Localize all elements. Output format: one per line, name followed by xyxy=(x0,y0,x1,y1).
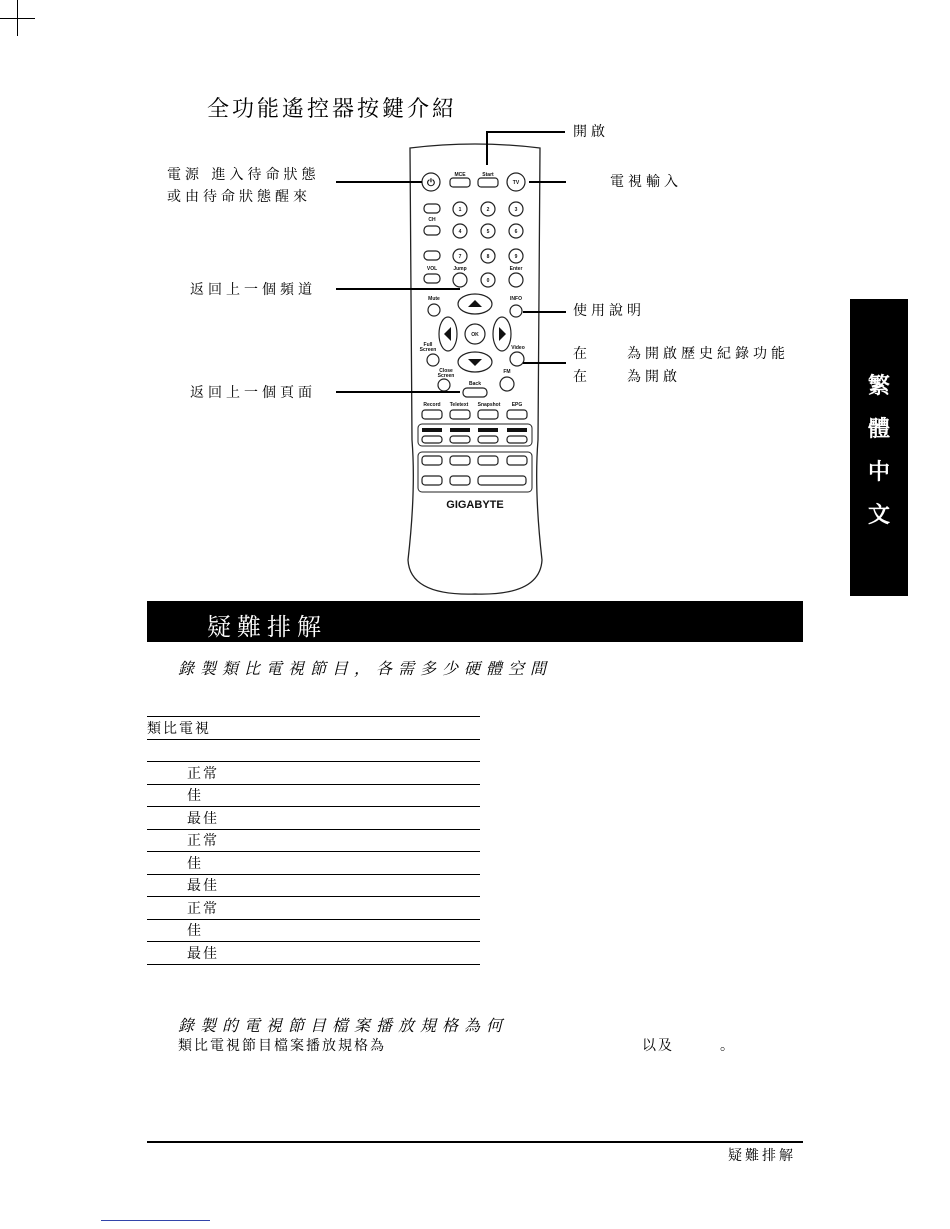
callout-power-1: 電源 進入待命狀態 xyxy=(167,167,320,183)
table-row: 最佳 xyxy=(147,807,480,830)
svg-text:0: 0 xyxy=(486,278,490,284)
banner-title: 疑難排解 xyxy=(207,613,327,641)
callout-start: 開啟 xyxy=(573,124,609,140)
svg-text:4: 4 xyxy=(458,229,462,235)
footer-label: 疑難排解 xyxy=(728,1148,796,1164)
table-row: 最佳 xyxy=(147,874,480,897)
svg-text:1: 1 xyxy=(458,207,462,213)
svg-text:2: 2 xyxy=(486,207,490,213)
svg-text:Teletext: Teletext xyxy=(449,402,469,408)
callout-jump: 返回上一個頻道 xyxy=(190,282,316,298)
section-title: 全功能遙控器按鍵介紹 xyxy=(207,97,458,122)
svg-text:OK: OK xyxy=(471,332,479,338)
answer-end: 。 xyxy=(720,1038,734,1054)
svg-text:Back: Back xyxy=(469,381,481,387)
question-2: 錄製的電視節目檔案播放規格為何 xyxy=(178,1016,509,1035)
svg-text:FM: FM xyxy=(503,369,511,375)
table-row: 正常 xyxy=(147,897,480,920)
table-row: 佳 xyxy=(147,919,480,942)
callout-video-2: 在 為開啟 xyxy=(573,369,681,385)
troubleshooting-banner xyxy=(147,601,803,642)
question-1: 錄製類比電視節目，各需多少硬體空間 xyxy=(178,659,553,678)
svg-text:Video: Video xyxy=(511,345,525,351)
ch-up-button xyxy=(424,204,440,213)
info-button xyxy=(510,305,522,317)
answer-2: 類比電視節目檔案播放規格為 xyxy=(178,1038,386,1054)
enter-button xyxy=(509,273,523,287)
mce-label: MCE xyxy=(454,172,466,178)
callout-info: 使用說明 xyxy=(573,303,645,319)
table-row: 正常 xyxy=(147,762,480,785)
table-row xyxy=(147,739,480,762)
callout-video-1: 在 為開啟歷史紀錄功能 xyxy=(573,346,789,362)
svg-text:Close: Close xyxy=(439,368,453,374)
svg-text:CH: CH xyxy=(428,217,436,223)
table-row: 佳 xyxy=(147,852,480,875)
svg-text:Jump: Jump xyxy=(453,266,467,272)
svg-text:Record: Record xyxy=(423,402,441,408)
svg-text:Screen: Screen xyxy=(419,347,437,353)
svg-text:Screen: Screen xyxy=(437,373,455,379)
table-header: 類比電視 xyxy=(147,717,480,740)
storage-table xyxy=(147,716,480,965)
svg-text:Mute: Mute xyxy=(428,296,440,302)
ch-down-button xyxy=(424,226,440,235)
svg-text:VOL: VOL xyxy=(426,266,438,272)
table-row: 佳 xyxy=(147,784,480,807)
fm-button xyxy=(500,377,514,391)
table-row: 正常 xyxy=(147,829,480,852)
svg-text:9: 9 xyxy=(514,254,518,260)
mute-button xyxy=(428,304,440,316)
table-row xyxy=(147,717,480,740)
crop-mark xyxy=(17,0,18,36)
back-button xyxy=(463,388,487,397)
svg-text:INFO: INFO xyxy=(510,296,522,302)
fullscreen-button xyxy=(427,354,439,366)
remote-control-illustration xyxy=(400,140,550,596)
footnote-rule xyxy=(101,1220,210,1221)
table-row: 最佳 xyxy=(147,942,480,965)
svg-text:EPG: EPG xyxy=(511,402,523,408)
footer-rule xyxy=(147,1141,803,1143)
svg-text:TV: TV xyxy=(512,180,520,186)
svg-text:3: 3 xyxy=(514,207,518,213)
mce-button xyxy=(450,178,470,187)
svg-text:7: 7 xyxy=(458,254,462,260)
svg-text:6: 6 xyxy=(514,229,518,235)
callout-tv: 電視輸入 xyxy=(610,174,682,190)
vol-up-button xyxy=(424,251,440,260)
close-screen-button xyxy=(438,379,450,391)
video-button xyxy=(510,352,524,366)
svg-text:5: 5 xyxy=(486,229,490,235)
svg-text:Enter: Enter xyxy=(509,266,523,272)
gigabyte-logo: GIGABYTE xyxy=(446,499,504,511)
svg-text:⏻: ⏻ xyxy=(427,178,435,189)
language-side-tab: 繁 體 中 文 xyxy=(850,299,908,596)
svg-text:Full: Full xyxy=(423,342,433,348)
callout-back: 返回上一個頁面 xyxy=(190,385,316,401)
answer-and: 以及 xyxy=(642,1038,674,1054)
svg-text:8: 8 xyxy=(486,254,490,260)
vol-down-button xyxy=(424,274,440,283)
start-button xyxy=(478,178,498,187)
jump-button xyxy=(453,273,467,287)
svg-text:Snapshot: Snapshot xyxy=(477,402,501,408)
callout-power-2: 或由待命狀態醒來 xyxy=(167,189,311,205)
start-label: Start xyxy=(482,172,494,178)
